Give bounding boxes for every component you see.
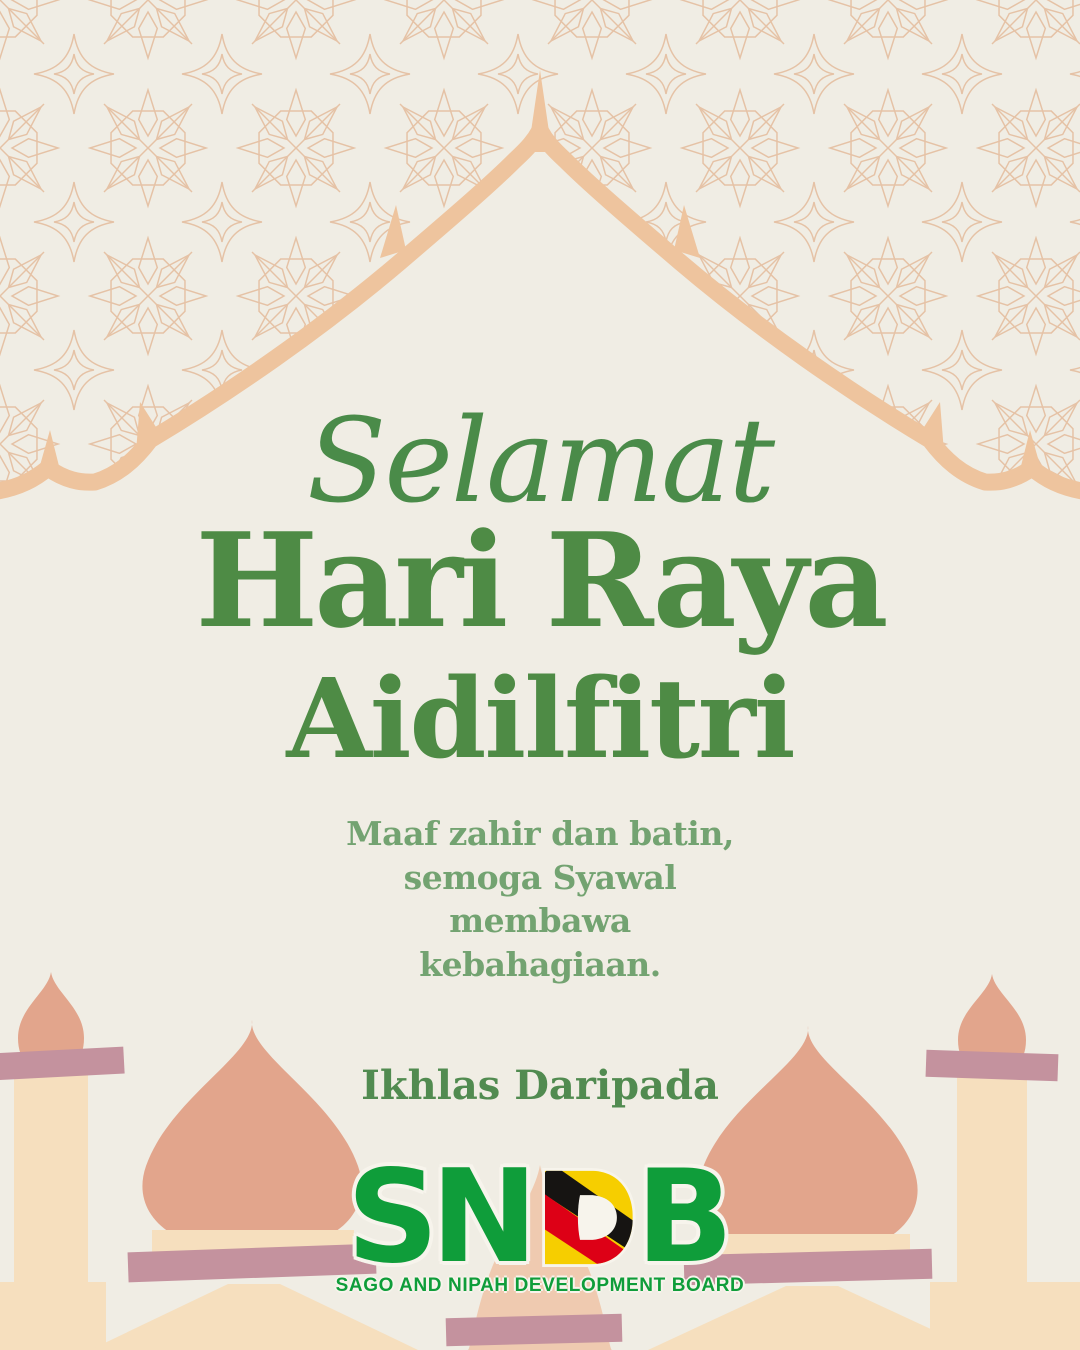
closing-text: Ikhlas Daripada	[361, 1062, 719, 1109]
message-line: Maaf zahir dan batin,	[346, 814, 734, 853]
sndb-letter-d-flag-icon	[536, 1168, 638, 1267]
message-line: semoga Syawal	[403, 857, 677, 897]
title-line2: Aidilfitri	[286, 654, 794, 783]
sndb-letter-n: N	[430, 1143, 538, 1293]
sndb-letter-b: B	[635, 1143, 734, 1293]
message-line: kebahagiaan.	[419, 944, 661, 984]
board-name: SAGO AND NIPAH DEVELOPMENT BOARD	[335, 1275, 745, 1296]
sndb-logo	[0, 1143, 1080, 1297]
message-line: membawa	[449, 901, 631, 941]
title-line1: Hari Raya	[195, 504, 885, 657]
center-spire-band	[446, 1314, 623, 1347]
greeting-script: Selamat	[306, 394, 774, 529]
greeting-message	[0, 812, 1080, 986]
sndb-letter-s: S	[346, 1143, 439, 1293]
